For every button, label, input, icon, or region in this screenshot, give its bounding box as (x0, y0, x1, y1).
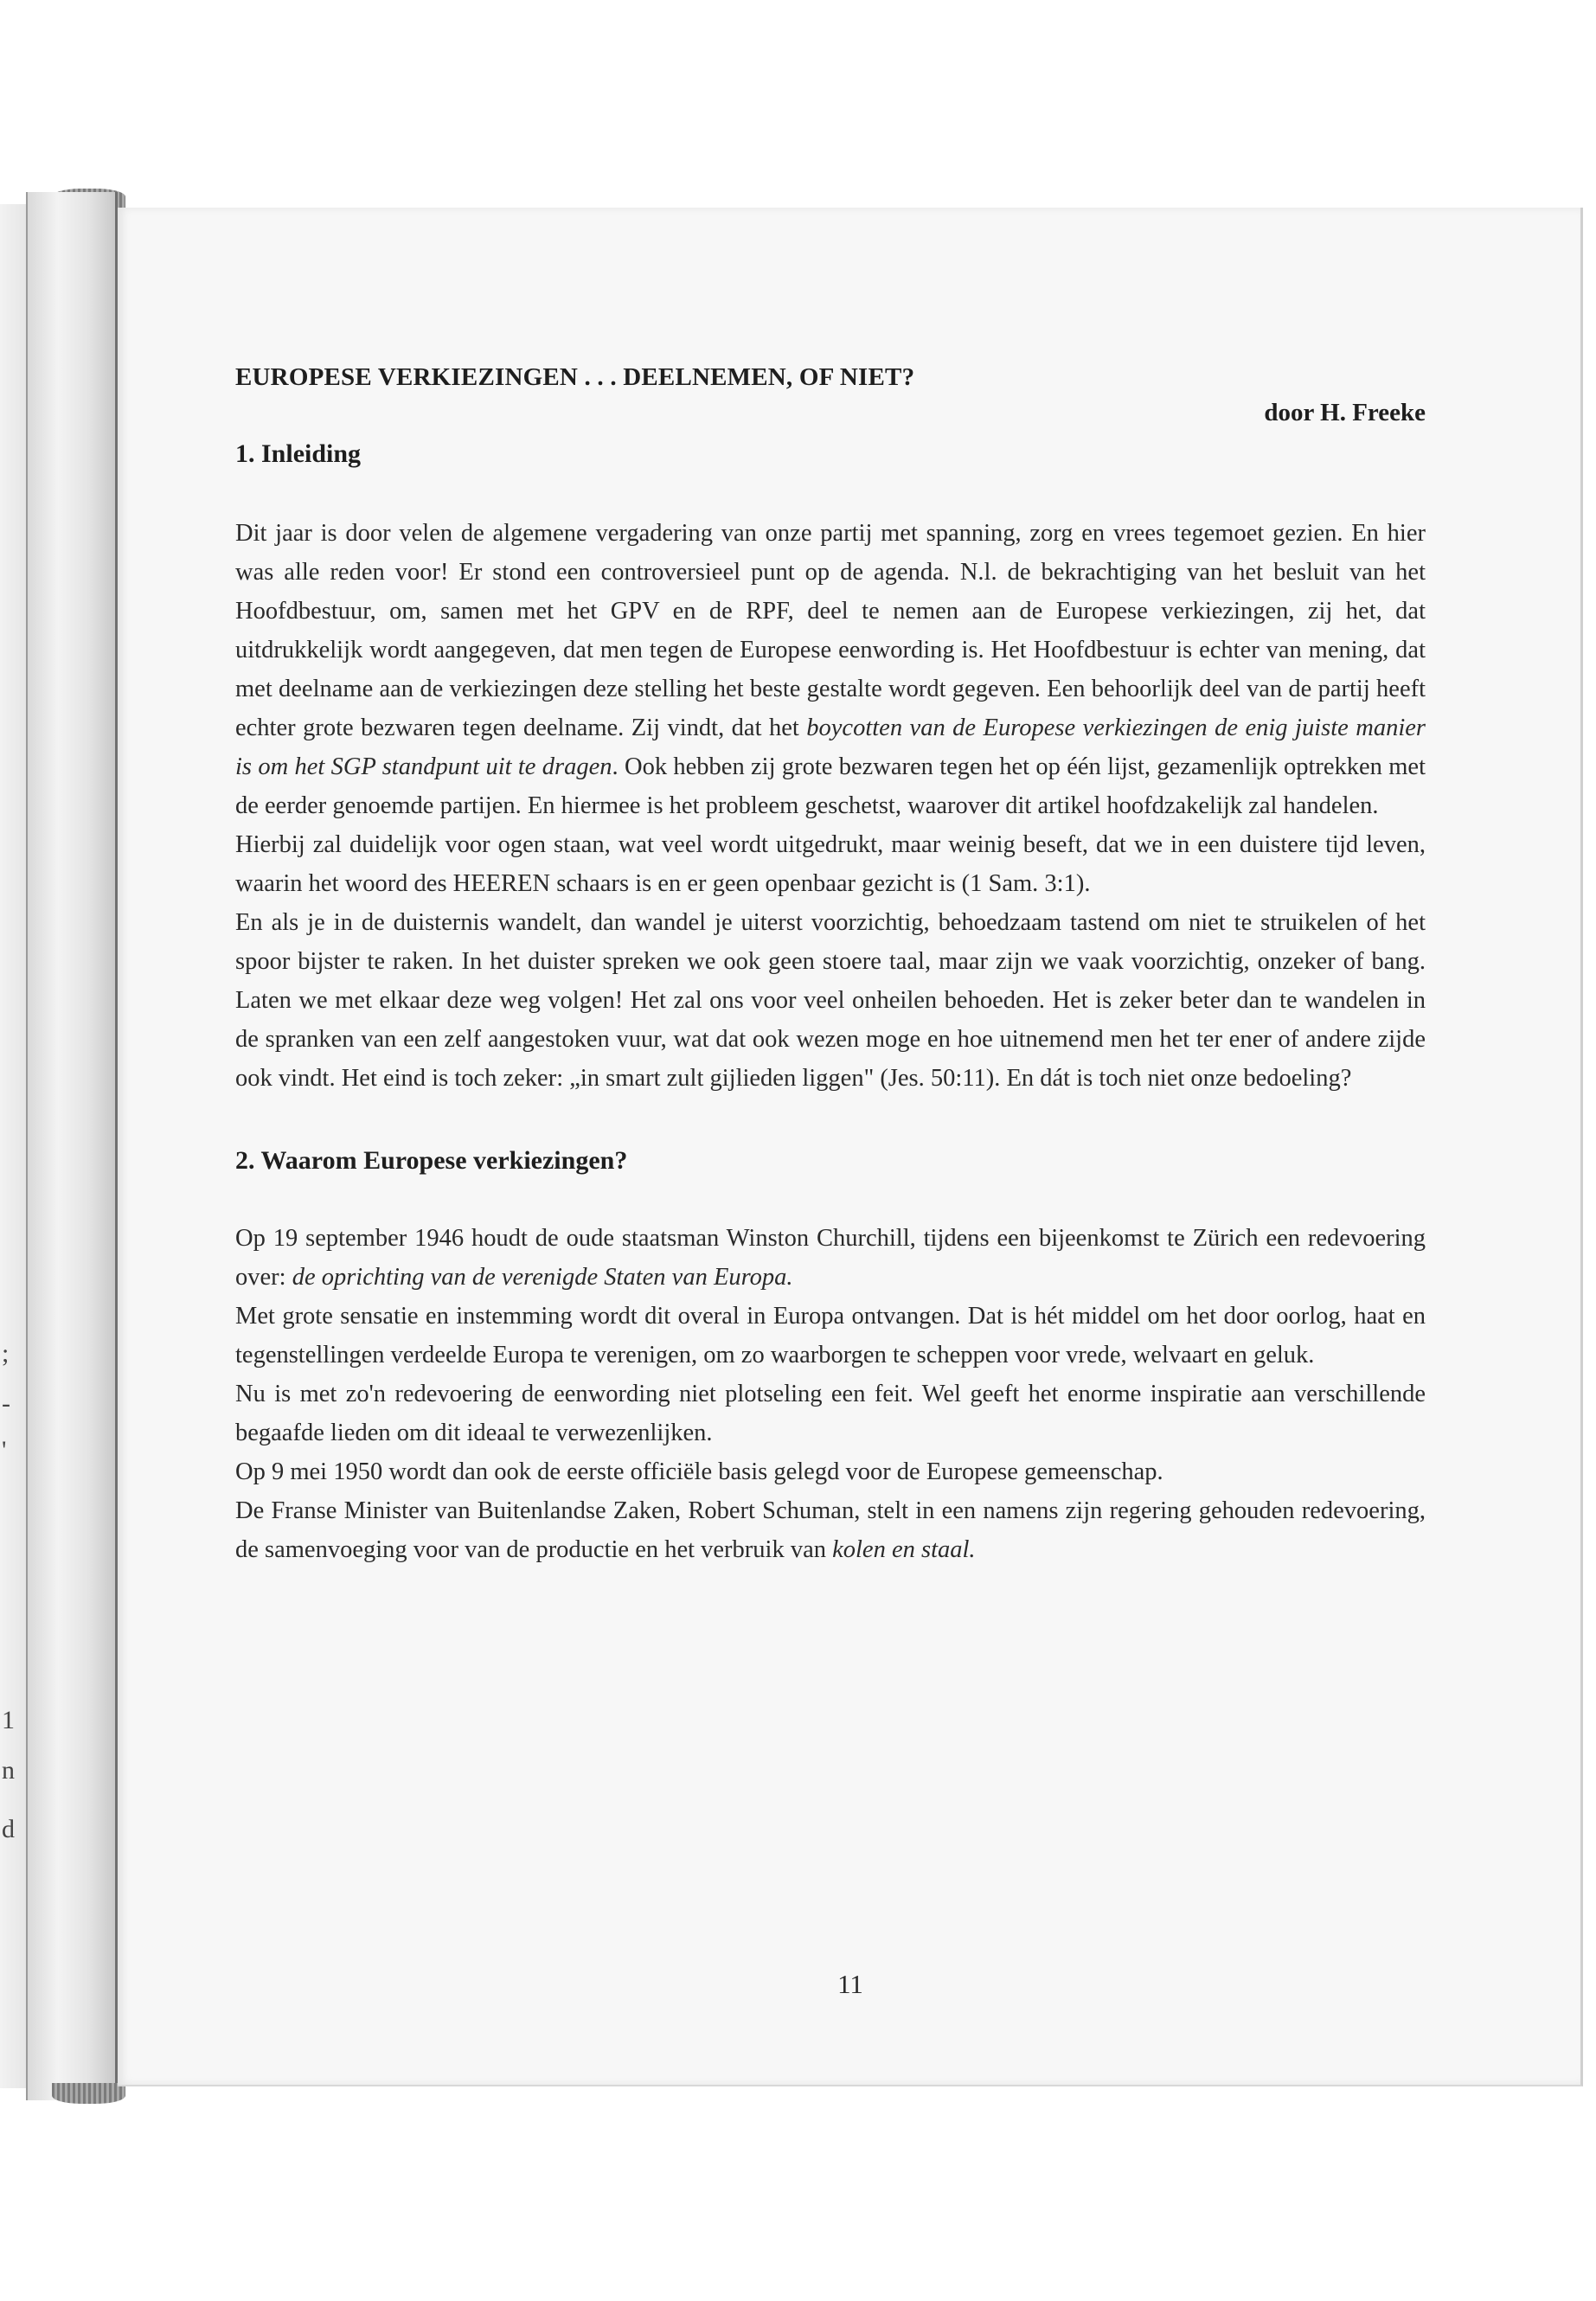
text-run: . Ook hebben zij grote bezwaren tegen het op één lijst, gezamenlijk optrekken met de eerder genoemde partijen. En hiermee is het probleem geschetst, waarover dit artikel hoofdzakelijk zal handelen. (235, 753, 1426, 819)
edge-mark: n (2, 1756, 15, 1785)
edge-mark: d (2, 1815, 15, 1843)
edge-mark: - (2, 1389, 10, 1418)
edge-mark: ' (2, 1436, 7, 1465)
italic-text-run: de oprichting van de verenigde Staten van Europa. (292, 1264, 793, 1291)
text-run: Hierbij zal duidelijk voor ogen staan, wat veel wordt uitgedrukt, maar weinig beseft, dat we in een duistere tijd leven, waarin het woord des HEEREN schaars is en er geen openbaar gezicht is (1 Sam. 3:1). (235, 831, 1426, 897)
section-heading-inleiding: 1. Inleiding (235, 439, 362, 468)
italic-text-run: boycotten van de Europese verkiezingen de enig juiste manier is om het SGP standpunt uit te dragen (235, 715, 1426, 780)
book-spine (26, 192, 118, 2100)
section-heading-waarom: 2. Waarom Europese verkiezingen? (235, 1146, 628, 1175)
text-run: Op 19 september 1946 houdt de oude staatsman Winston Churchill, tijdens een bijeenkomst te Zürich een redevoering over: (235, 1225, 1426, 1291)
book-page (118, 208, 1583, 2086)
edge-mark: ; (2, 1339, 10, 1368)
article-title: EUROPESE VERKIEZINGEN . . . DEELNEMEN, OF NIET? (235, 363, 915, 391)
article-author: door H. Freeke (1264, 399, 1426, 426)
text-run: Nu is met zo'n redevoering de eenwording niet plotseling een feit. Wel geeft het enorme inspiratie aan verschillende begaafde lieden om dit ideaal te verwezenlijken. (235, 1381, 1426, 1446)
page-number: 11 (837, 1969, 863, 1999)
text-run: Op 9 mei 1950 wordt dan ook de eerste officiële basis gelegd voor de Europese gemeenschap. (235, 1458, 1163, 1485)
italic-text-run: kolen en staal. (832, 1536, 976, 1563)
page-footer (118, 208, 1583, 2086)
text-run: De Franse Minister van Buitenlandse Zaken, Robert Schuman, stelt in een namens zijn regering gehouden redevoering, de samenvoeging voor van de productie en het verbruik van (235, 1497, 1426, 1563)
edge-mark: 1 (2, 1706, 15, 1734)
text-run: Met grote sensatie en instemming wordt dit overal in Europa ontvangen. Dat is hét middel om het door oorlog, haat en tegenstellingen verdeelde Europa te verenigen, om zo waarborgen te scheppen voor vrede, welvaart en geluk. (235, 1303, 1426, 1368)
adjacent-page-edge (0, 0, 17, 2301)
text-run: Dit jaar is door velen de algemene vergadering van onze partij met spanning, zorg en vrees tegemoet gezien. En hier was alle reden voor! Er stond een controversieel punt op de agenda. N.l. de bekrachtiging van het besluit van het Hoofdbestuur, om, samen met het GPV en de RPF, deel te nemen aan de Europese verkiezingen, zij het, dat uitdrukkelijk wordt aangegeven, dat men tegen de Europese eenwording is. Het Hoofdbestuur is echter van mening, dat met deelname aan de verkiezingen deze stelling het beste gestalte wordt gegeven. Een behoorlijk deel van de partij heeft echter grote bezwaren tegen deelname. Zij vindt, dat het (235, 520, 1426, 741)
text-run: En als je in de duisternis wandelt, dan wandel je uiterst voorzichtig, behoedzaam tastend om niet te struikelen of het spoor bijster te raken. In het duister spreken we ook geen stoere taal, maar zijn we vaak voorzichtig, onzeker of bang. Laten we met elkaar deze weg volgen! Het zal ons voor veel onheilen behoeden. Het is zeker beter dan te wandelen in de spranken van een zelf aangestoken vuur, wat dat ook wezen moge en hoe uitnemend men het ter ener of andere zijde ook vindt. Het eind is toch zeker: „in smart zult gijlieden liggen" (Jes. 50:11). En dát is toch niet onze bedoeling? (235, 909, 1426, 1092)
spine-bottom-cap (52, 2083, 125, 2104)
